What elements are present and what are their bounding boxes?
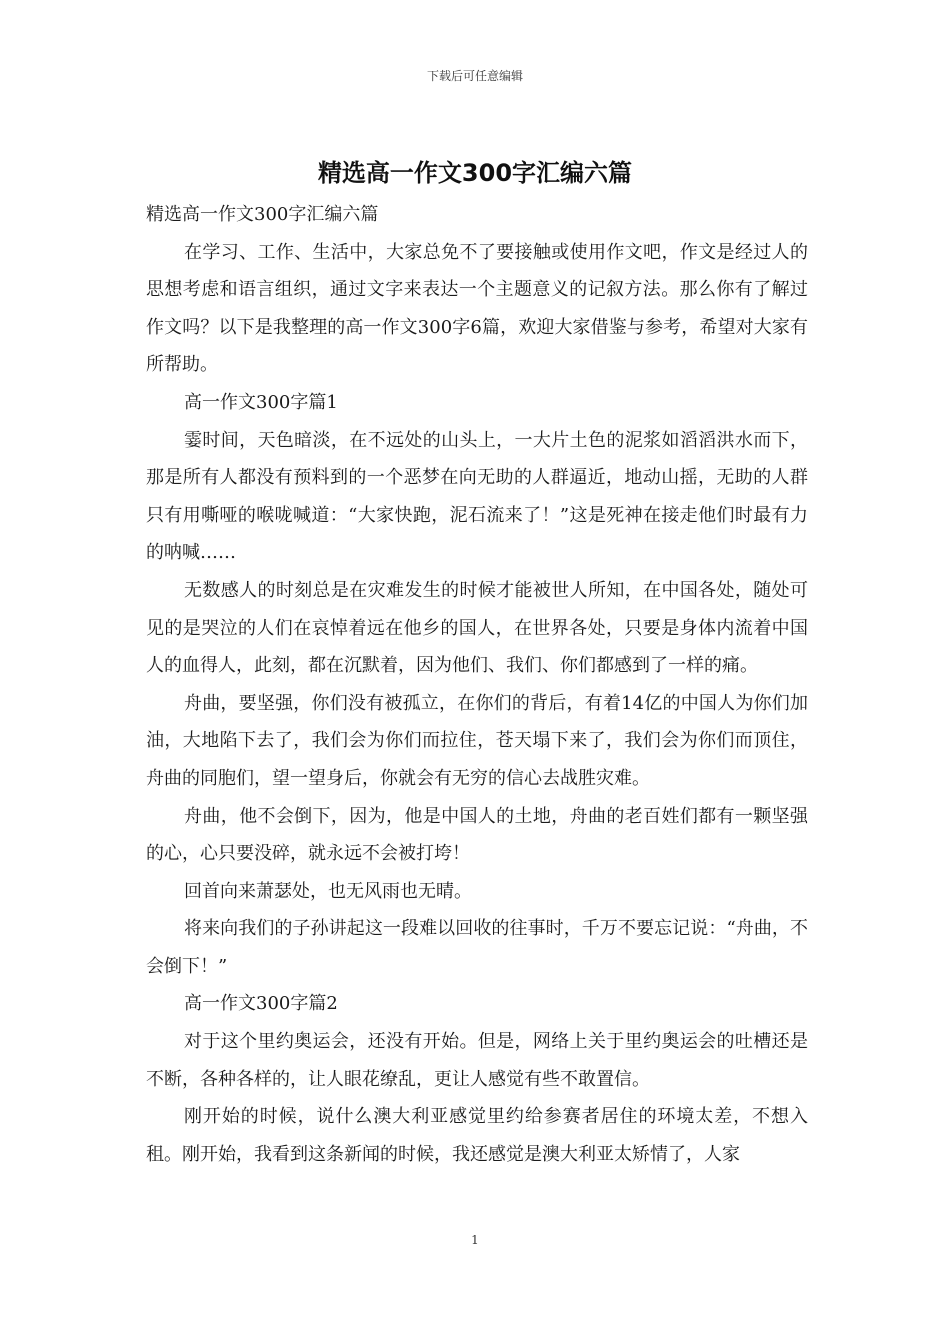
body-paragraph: 霎时间，天色暗淡，在不远处的山头上，一大片土色的泥浆如滔滔洪水而下，那是所有人都没有预料到的一个恶梦在向无助的人群逼近，地动山摇，无助的人群只有用嘶哑的喉咙喊道：“大家快跑，泥石流来了！”这是死神在接走他们时最有力的呐喊…… <box>146 429 808 564</box>
section-heading-2: 高一作文300字篇2 <box>184 993 338 1015</box>
body-paragraph: 舟曲，要坚强，你们没有被孤立，在你们的背后，有着14亿的中国人为你们加油，大地陷下去了，我们会为你们而拉住，苍天塌下来了，我们会为你们而顶住，舟曲的同胞们，望一望身后，你就会有无穷的信心去战胜灾难。 <box>146 692 808 789</box>
body-paragraph: 无数感人的时刻总是在灾难发生的时候才能被世人所知，在中国各处，随处可见的是哭泣的人们在哀悼着远在他乡的国人，在世界各处，只要是身体内流着中国人的血得人，此刻，都在沉默着，因为他们、我们、你们都感到了一样的痛。 <box>146 579 808 677</box>
subtitle-paragraph: 精选高一作文300字汇编六篇 <box>146 204 379 225</box>
document-body <box>146 196 808 1173</box>
body-paragraph: 回首向来萧瑟处，也无风雨也无晴。 <box>184 880 472 902</box>
body-paragraph: 对于这个里约奥运会，还没有开始。但是，网络上关于里约奥运会的吐槽还是不断，各种各样的，让人眼花缭乱，更让人感觉有些不敢置信。 <box>146 1031 808 1090</box>
section-heading-1: 高一作文300字篇1 <box>184 391 338 413</box>
page-header: 下载后可任意编辑 <box>426 69 523 83</box>
body-paragraph: 舟曲，他不会倒下，因为，他是中国人的土地，舟曲的老百姓们都有一颗坚强的心，心只要没碎，就永远不会被打垮！ <box>146 805 808 865</box>
body-paragraph: 刚开始的时候，说什么澳大利亚感觉里约给参赛者居住的环境太差，不想入租。刚开始，我看到这条新闻的时候，我还感觉是澳大利亚太矫情了，人家 <box>146 1106 808 1165</box>
body-paragraph: 将来向我们的子孙讲起这一段难以回收的往事时，千万不要忘记说：“舟曲，不会倒下！” <box>146 918 808 977</box>
page-number: 1 <box>471 1233 479 1247</box>
intro-paragraph: 在学习、工作、生活中，大家总免不了要接触或使用作文吧，作文是经过人的思想考虑和语言组织，通过文字来表达一个主题意义的记叙方法。那么你有了解过作文吗？以下是我整理的高一作文300字6篇，欢迎大家借鉴与参考，希望对大家有所帮助。 <box>146 241 808 376</box>
document-title: 精选高一作文300字汇编六篇 <box>317 159 633 187</box>
